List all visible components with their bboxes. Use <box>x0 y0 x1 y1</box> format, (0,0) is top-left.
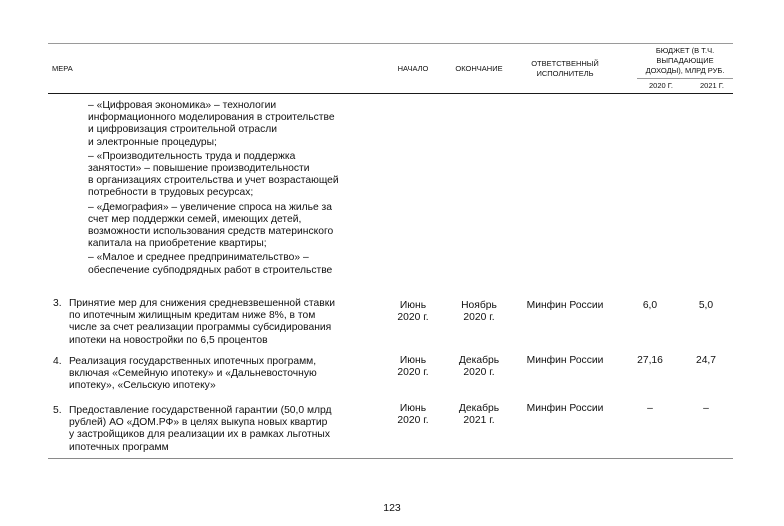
row-number: 3. <box>53 298 62 309</box>
row-end: Декабрь 2020 г. <box>458 355 500 379</box>
header-start: НАЧАЛО <box>397 64 429 73</box>
row-start: Июнь 2020 г. <box>397 300 429 324</box>
row-number: 4. <box>53 356 62 367</box>
row-start: Июнь 2020 г. <box>397 355 429 379</box>
header-end: ОКОНЧАНИЕ <box>455 64 503 73</box>
bullet-item: – «Демография» – увеличение спроса на жилье за счет мер поддержки семей, имеющих детей, возможности использования средств материнского капитала на приобретение квартиры; <box>88 201 334 250</box>
header-year-2021: 2021 Г. <box>700 81 724 90</box>
continuation-bullet-list <box>88 100 388 279</box>
row-budget-2021: – <box>703 403 709 414</box>
header-year-2020: 2020 Г. <box>649 81 673 90</box>
header-measure: МЕРА <box>52 64 73 73</box>
table-bottom-rule <box>48 458 733 459</box>
table-top-rule <box>48 43 733 44</box>
row-responsible: Минфин России <box>526 403 604 414</box>
row-budget-2021: 24,7 <box>695 355 717 366</box>
bullet-item: – «Малое и среднее предпринимательство» – обеспечение субподрядных работ в строительстве <box>88 252 333 276</box>
row-number: 5. <box>53 405 62 416</box>
row-measure: Предоставление государственной гарантии (50,0 млрд рублей) АО «ДОМ.РФ» в целях выкупа новых квартир у застройщиков для реализации их в рамках льготных ипотечных программ <box>69 405 332 453</box>
row-budget-2021: 5,0 <box>698 300 714 311</box>
header-budget: БЮДЖЕТ (В Т.Ч. ВЫПАДАЮЩИЕ ДОХОДЫ), МЛРД РУБ. <box>645 46 725 75</box>
row-budget-2020: 6,0 <box>642 300 658 311</box>
page-number: 123 <box>383 502 401 514</box>
bullet-item: – «Цифровая экономика» – технологии информационного моделирования в строительстве и цифровизация строительной отрасли и электронные процедуры; <box>88 100 335 148</box>
bullet-item: – «Производительность труда и поддержка занятости» – повышение производительности в организациях строительства и учет возрастающей потребности в трудовых ресурсах; <box>88 150 339 199</box>
row-start: Июнь 2020 г. <box>397 403 429 427</box>
row-measure: Принятие мер для снижения средневзвешенной ставки по ипотечным жилищным кредитам ниже 8%, в том числе за счет реализации программы субсидирования ипотеки на новостройки по 6,5 процентов <box>69 298 335 346</box>
row-end: Ноябрь 2020 г. <box>461 300 497 324</box>
row-measure: Реализация государственных ипотечных программ, включая «Семейную ипотеку» и «Дальневосточную ипотеку», «Сельскую ипотеку» <box>69 356 317 392</box>
row-responsible: Минфин России <box>526 355 604 366</box>
row-responsible: Минфин России <box>526 300 604 311</box>
row-budget-2020: 27,16 <box>637 355 663 366</box>
row-budget-2020: – <box>647 403 653 414</box>
table-header-rule <box>48 93 733 94</box>
row-end: Декабрь 2021 г. <box>458 403 500 427</box>
budget-subheader-rule <box>637 78 733 79</box>
header-responsible: ОТВЕТСТВЕННЫЙ ИСПОЛНИТЕЛЬ <box>531 59 599 78</box>
